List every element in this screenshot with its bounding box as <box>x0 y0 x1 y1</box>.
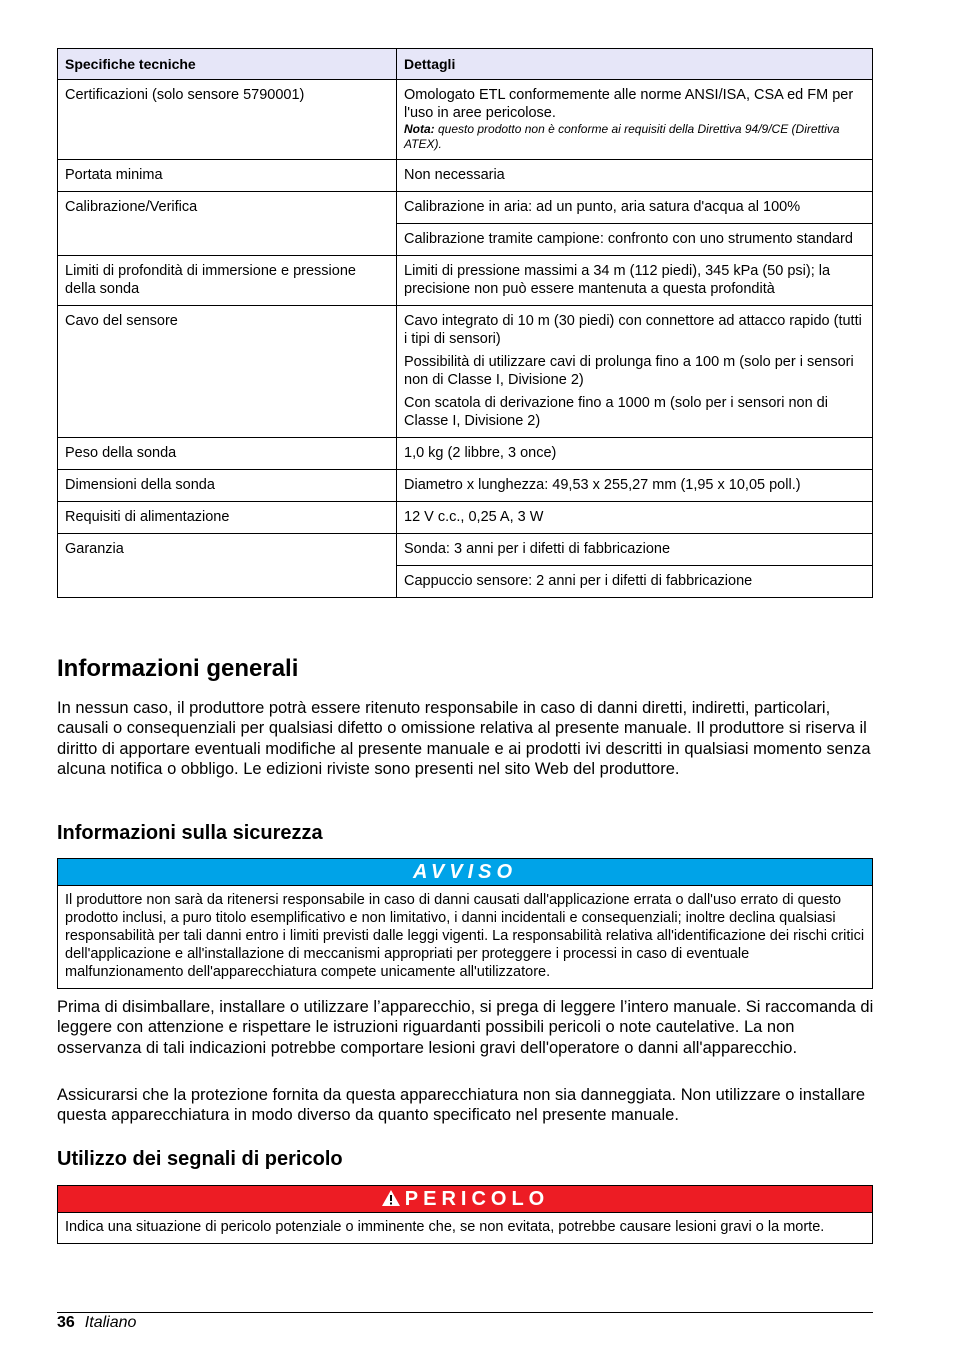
table-cell-label: Garanzia <box>58 534 397 598</box>
table-row <box>58 502 873 534</box>
spec-table <box>57 48 873 598</box>
table-cell-detail <box>397 80 873 160</box>
footer-language: Italiano <box>84 1314 137 1331</box>
table-cell-label: Limiti di profondità di immersione e pressione della sonda <box>58 256 397 306</box>
table-cell-detail: Non necessaria <box>397 160 873 192</box>
table-cell-detail: Calibrazione in aria: ad un punto, aria satura d'acqua al 100% <box>397 192 873 224</box>
table-cell-detail: Cappuccio sensore: 2 anni per i difetti di fabbricazione <box>397 566 873 598</box>
table-row <box>58 306 873 438</box>
table-header-cell: Specifiche tecniche <box>58 49 397 80</box>
hazard-header <box>58 1186 872 1213</box>
table-row <box>58 470 873 502</box>
section-title-general: Informazioni generali <box>57 655 299 682</box>
hazard-box <box>57 1185 873 1244</box>
hazard-text: Indica una situazione di pericolo potenziale o imminente che, se non evitata, potrebbe causare lesioni gravi o la morte. <box>65 1219 825 1235</box>
table-row <box>58 80 873 160</box>
detail-paragraph: Con scatola di derivazione fino a 1000 m (solo per i sensori non di Classe I, Divisione 2) <box>404 395 828 429</box>
general-paragraph: In nessun caso, il produttore potrà essere ritenuto responsabile in caso di danni diretti, indiretti, particolari, causali o consequenziali per qualsiasi difetto o omissione relativa al presente manuale. Il produttore si riserva il diritto di apportare eventuali modifiche al presente manuale e ai prodotti ivi descritti in qualsiasi momento senza alcuna notifica o obbligo. Le edizioni riviste sono presenti nel sito Web del produttore. <box>57 699 871 779</box>
table-cell-detail: Sonda: 3 anni per i difetti di fabbricazione <box>397 534 873 566</box>
note <box>404 122 865 152</box>
note-label: Nota: <box>404 122 435 136</box>
notice-box <box>57 858 873 989</box>
notice-label: AVVISO <box>58 859 872 886</box>
table-cell-label: Cavo del sensore <box>58 306 397 438</box>
section-title-safety: Informazioni sulla sicurezza <box>57 822 323 844</box>
page-footer <box>57 1313 136 1333</box>
table-header-cell: Dettagli <box>397 49 873 80</box>
page-number: 36 <box>57 1314 75 1331</box>
detail-paragraph: Cavo integrato di 10 m (30 piedi) con connettore ad attacco rapido (tutti i tipi di sensori) <box>404 313 862 347</box>
table-cell-detail: Calibrazione tramite campione: confronto con uno strumento standard <box>397 224 873 256</box>
hazard-label: PERICOLO <box>404 1188 550 1210</box>
note-text: questo prodotto non è conforme ai requisiti della Direttiva 94/9/CE (Direttiva ATEX). <box>404 122 840 151</box>
table-cell-detail: 1,0 kg (2 libbre, 3 once) <box>397 438 873 470</box>
table-cell-label: Requisiti di alimentazione <box>58 502 397 534</box>
warning-triangle-icon <box>381 1189 401 1207</box>
table-cell-detail <box>397 306 873 438</box>
safety-paragraph-1: Prima di disimballare, installare o utilizzare l’apparecchio, si prega di leggere l’intero manuale. Si raccomanda di leggere con attenzione e rispettare le istruzioni riguardanti possibili pericoli o note cautelative. La non osservanza di tali indicazioni potrebbe comportare lesioni gravi dell'operatore o danni all'apparecchio. <box>57 998 874 1057</box>
table-row <box>58 192 873 224</box>
footer-divider <box>57 1312 873 1313</box>
table-header-row <box>58 49 873 80</box>
table-cell-label: Peso della sonda <box>58 438 397 470</box>
table-cell-label: Calibrazione/Verifica <box>58 192 397 256</box>
table-row <box>58 534 873 566</box>
table-cell-detail: Diametro x lunghezza: 49,53 x 255,27 mm (1,95 x 10,05 poll.) <box>397 470 873 502</box>
table-row <box>58 438 873 470</box>
table-row <box>58 160 873 192</box>
detail-text: Omologato ETL conformemente alle norme ANSI/ISA, CSA ed FM per l'uso in aree pericolose. <box>404 87 854 121</box>
section-title-hazard: Utilizzo dei segnali di pericolo <box>57 1148 343 1170</box>
table-cell-detail: Limiti di pressione massimi a 34 m (112 piedi), 345 kPa (50 psi); la precisione non può essere mantenuta a questa profondità <box>397 256 873 306</box>
table-cell-detail: 12 V c.c., 0,25 A, 3 W <box>397 502 873 534</box>
safety-paragraph-2: Assicurarsi che la protezione fornita da questa apparecchiatura non sia danneggiata. Non utilizzare o installare questa apparecchiatura in modo diverso da quanto specificato nel presente manuale. <box>57 1086 866 1125</box>
table-row <box>58 256 873 306</box>
table-cell-label: Dimensioni della sonda <box>58 470 397 502</box>
table-cell-label: Portata minima <box>58 160 397 192</box>
notice-text: Il produttore non sarà da ritenersi responsabile in caso di danni causati dall'applicazione errata o dall'uso errato di questo prodotto inclusi, a puro titolo esemplificativo e non limitativo, i danni incidentali e consequenziali; inoltre declina qualsiasi responsabilità per tali danni entro i limiti previsti dalle leggi vigenti. La responsabilità relativa all'identificazione dei rischi critici dell'applicazione e all'installazione di meccanismi appropriati per proteggere i processi in caso di eventuale malfunzionamento dell'apparecchiatura compete unicamente all'utilizzatore. <box>65 892 865 980</box>
spec-table-container <box>57 48 873 598</box>
detail-paragraph: Possibilità di utilizzare cavi di prolunga fino a 100 m (solo per i sensori non di Classe I, Divisione 2) <box>404 354 854 388</box>
table-cell-label: Certificazioni (solo sensore 5790001) <box>58 80 397 160</box>
